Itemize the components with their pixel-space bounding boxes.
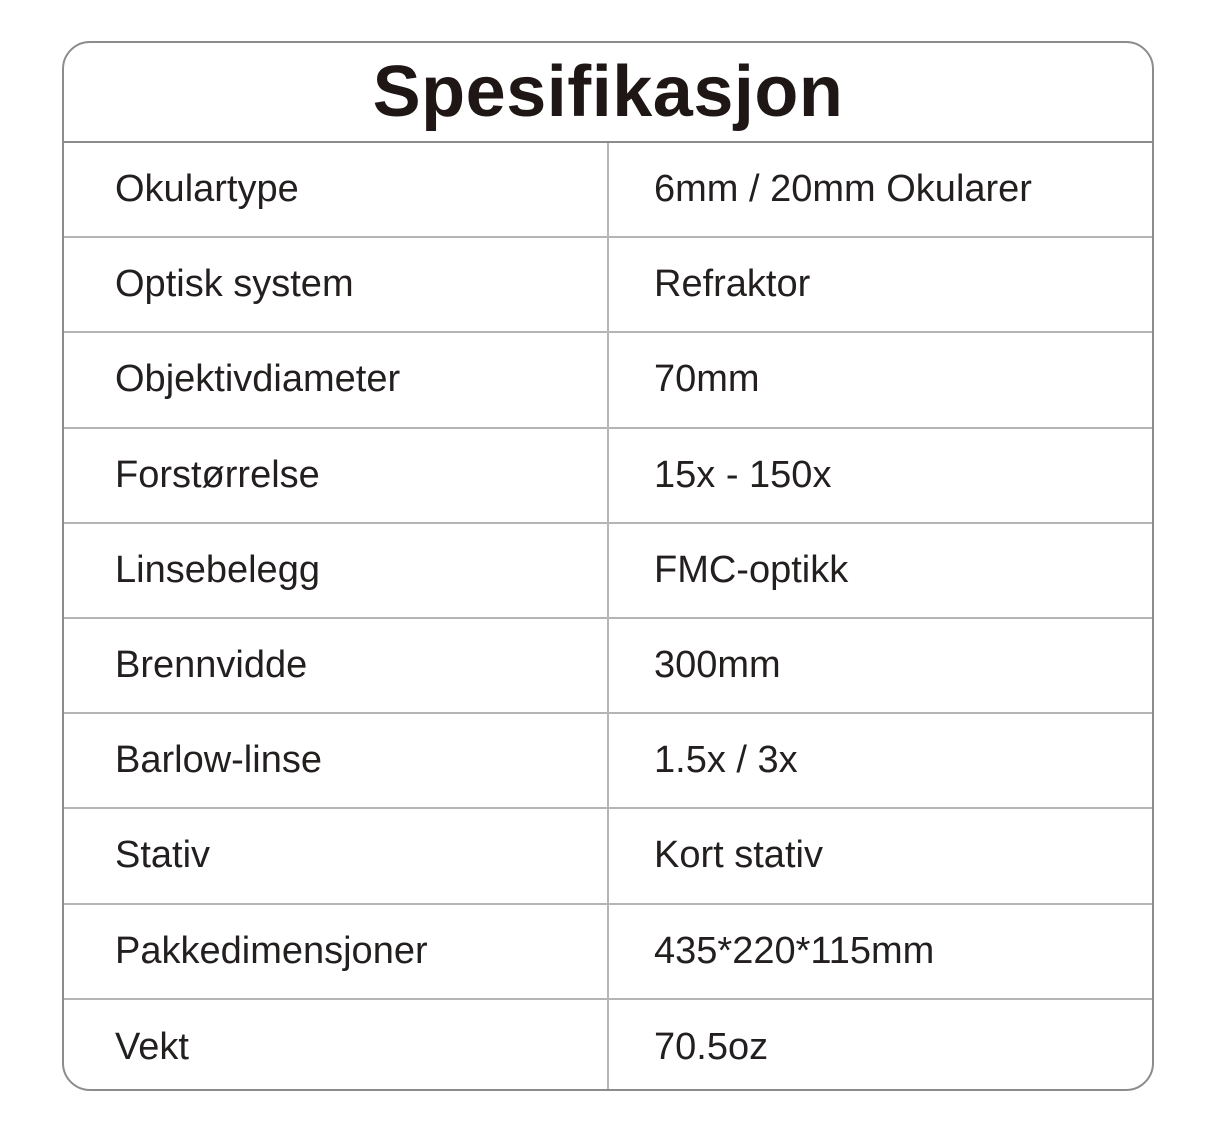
spec-value: Kort stativ — [654, 834, 823, 877]
table-row — [64, 429, 1152, 524]
table-row — [64, 1000, 1152, 1091]
spec-value: 435*220*115mm — [654, 929, 935, 972]
spec-value: 1.5x / 3x — [654, 739, 798, 782]
spec-label: Linsebelegg — [64, 524, 609, 617]
spec-label: Stativ — [64, 809, 609, 902]
spec-label: Objektivdiameter — [64, 333, 609, 426]
table-row — [64, 238, 1152, 333]
table-row — [64, 143, 1152, 238]
page-title: Spesifikasjon — [64, 43, 1152, 143]
spec-value: 70mm — [654, 358, 760, 401]
spec-label: Forstørrelse — [64, 429, 609, 522]
spec-label: Pakkedimensjoner — [64, 905, 609, 998]
spec-label: Brennvidde — [64, 619, 609, 712]
spec-label: Vekt — [64, 1000, 609, 1091]
table-row — [64, 714, 1152, 809]
spec-label: Okulartype — [64, 143, 609, 236]
table-row — [64, 333, 1152, 428]
spec-value: Refraktor — [654, 263, 811, 306]
table-row — [64, 809, 1152, 904]
spec-value: 6mm / 20mm Okularer — [654, 168, 1032, 211]
table-row — [64, 619, 1152, 714]
spec-value: 70.5oz — [654, 1025, 769, 1068]
spec-value: 300mm — [654, 644, 781, 687]
spec-value: FMC-optikk — [654, 548, 849, 591]
table-row — [64, 524, 1152, 619]
spec-table — [64, 143, 1152, 1091]
table-row — [64, 905, 1152, 1000]
spec-label: Barlow-linse — [64, 714, 609, 807]
spec-card — [62, 41, 1154, 1091]
spec-label: Optisk system — [64, 238, 609, 331]
spec-value: 15x - 150x — [654, 453, 832, 496]
